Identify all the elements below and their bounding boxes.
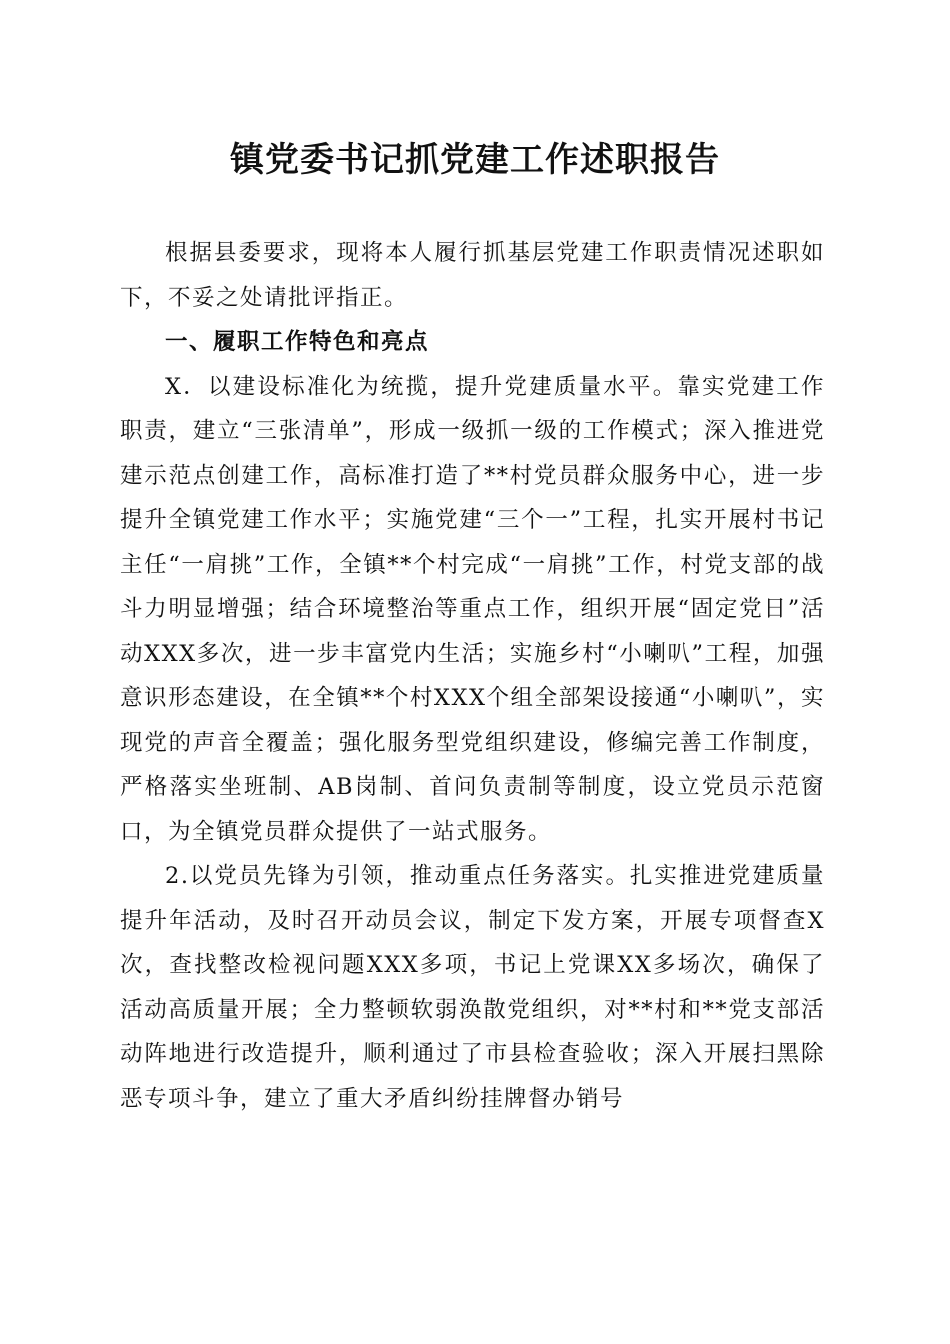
body-paragraph-1: X．以建设标准化为统揽，提升党建质量水平。靠实党建工作职责，建立“三张清单”，形成一级抓一级的工作模式；深入推进党建示范点创建工作，高标准打造了**村党员群众服务中心，进一步提升全镇党建工作水平；实施党建“三个一”工程，扎实开展村书记主任“一肩挑”工作，全镇**个村完成“一肩挑”工作，村党支部的战斗力明显增强；结合环境整治等重点工作，组织开展“固定党日”活动XXX多次，进一步丰富党内生活；实施乡村“小喇叭”工程，加强意识形态建设，在全镇**个村XXX个组全部架设接通“小喇叭”，实现党的声音全覆盖；强化服务型党组织建设，修编完善工作制度，严格落实坐班制、AB岗制、首问负责制等制度，设立党员示范窗口，为全镇党员群众提供了一站式服务。 (120, 373, 825, 845)
body-paragraph-2: 2.以党员先锋为引领，推动重点任务落实。扎实推进党建质量提升年活动，及时召开动员会议，制定下发方案，开展专项督查X次，查找整改检视问题XXX多项，书记上党课XX多场次，确保了活动高质量开展；全力整顿软弱涣散党组织，对**村和**党支部活动阵地进行改造提升，顺利通过了市县检查验收；深入开展扫黑除恶专项斗争，建立了重大矛盾纠纷挂牌督办销号 (120, 863, 825, 1112)
intro-paragraph: 根据县委要求，现将本人履行抓基层党建工作职责情况述职如下，不妥之处请批评指正。 (120, 240, 825, 311)
document-title: 镇党委书记抓党建工作述职报告 (230, 140, 720, 180)
section-heading: 一、履职工作特色和亮点 (165, 329, 430, 355)
document-body (120, 231, 825, 1121)
